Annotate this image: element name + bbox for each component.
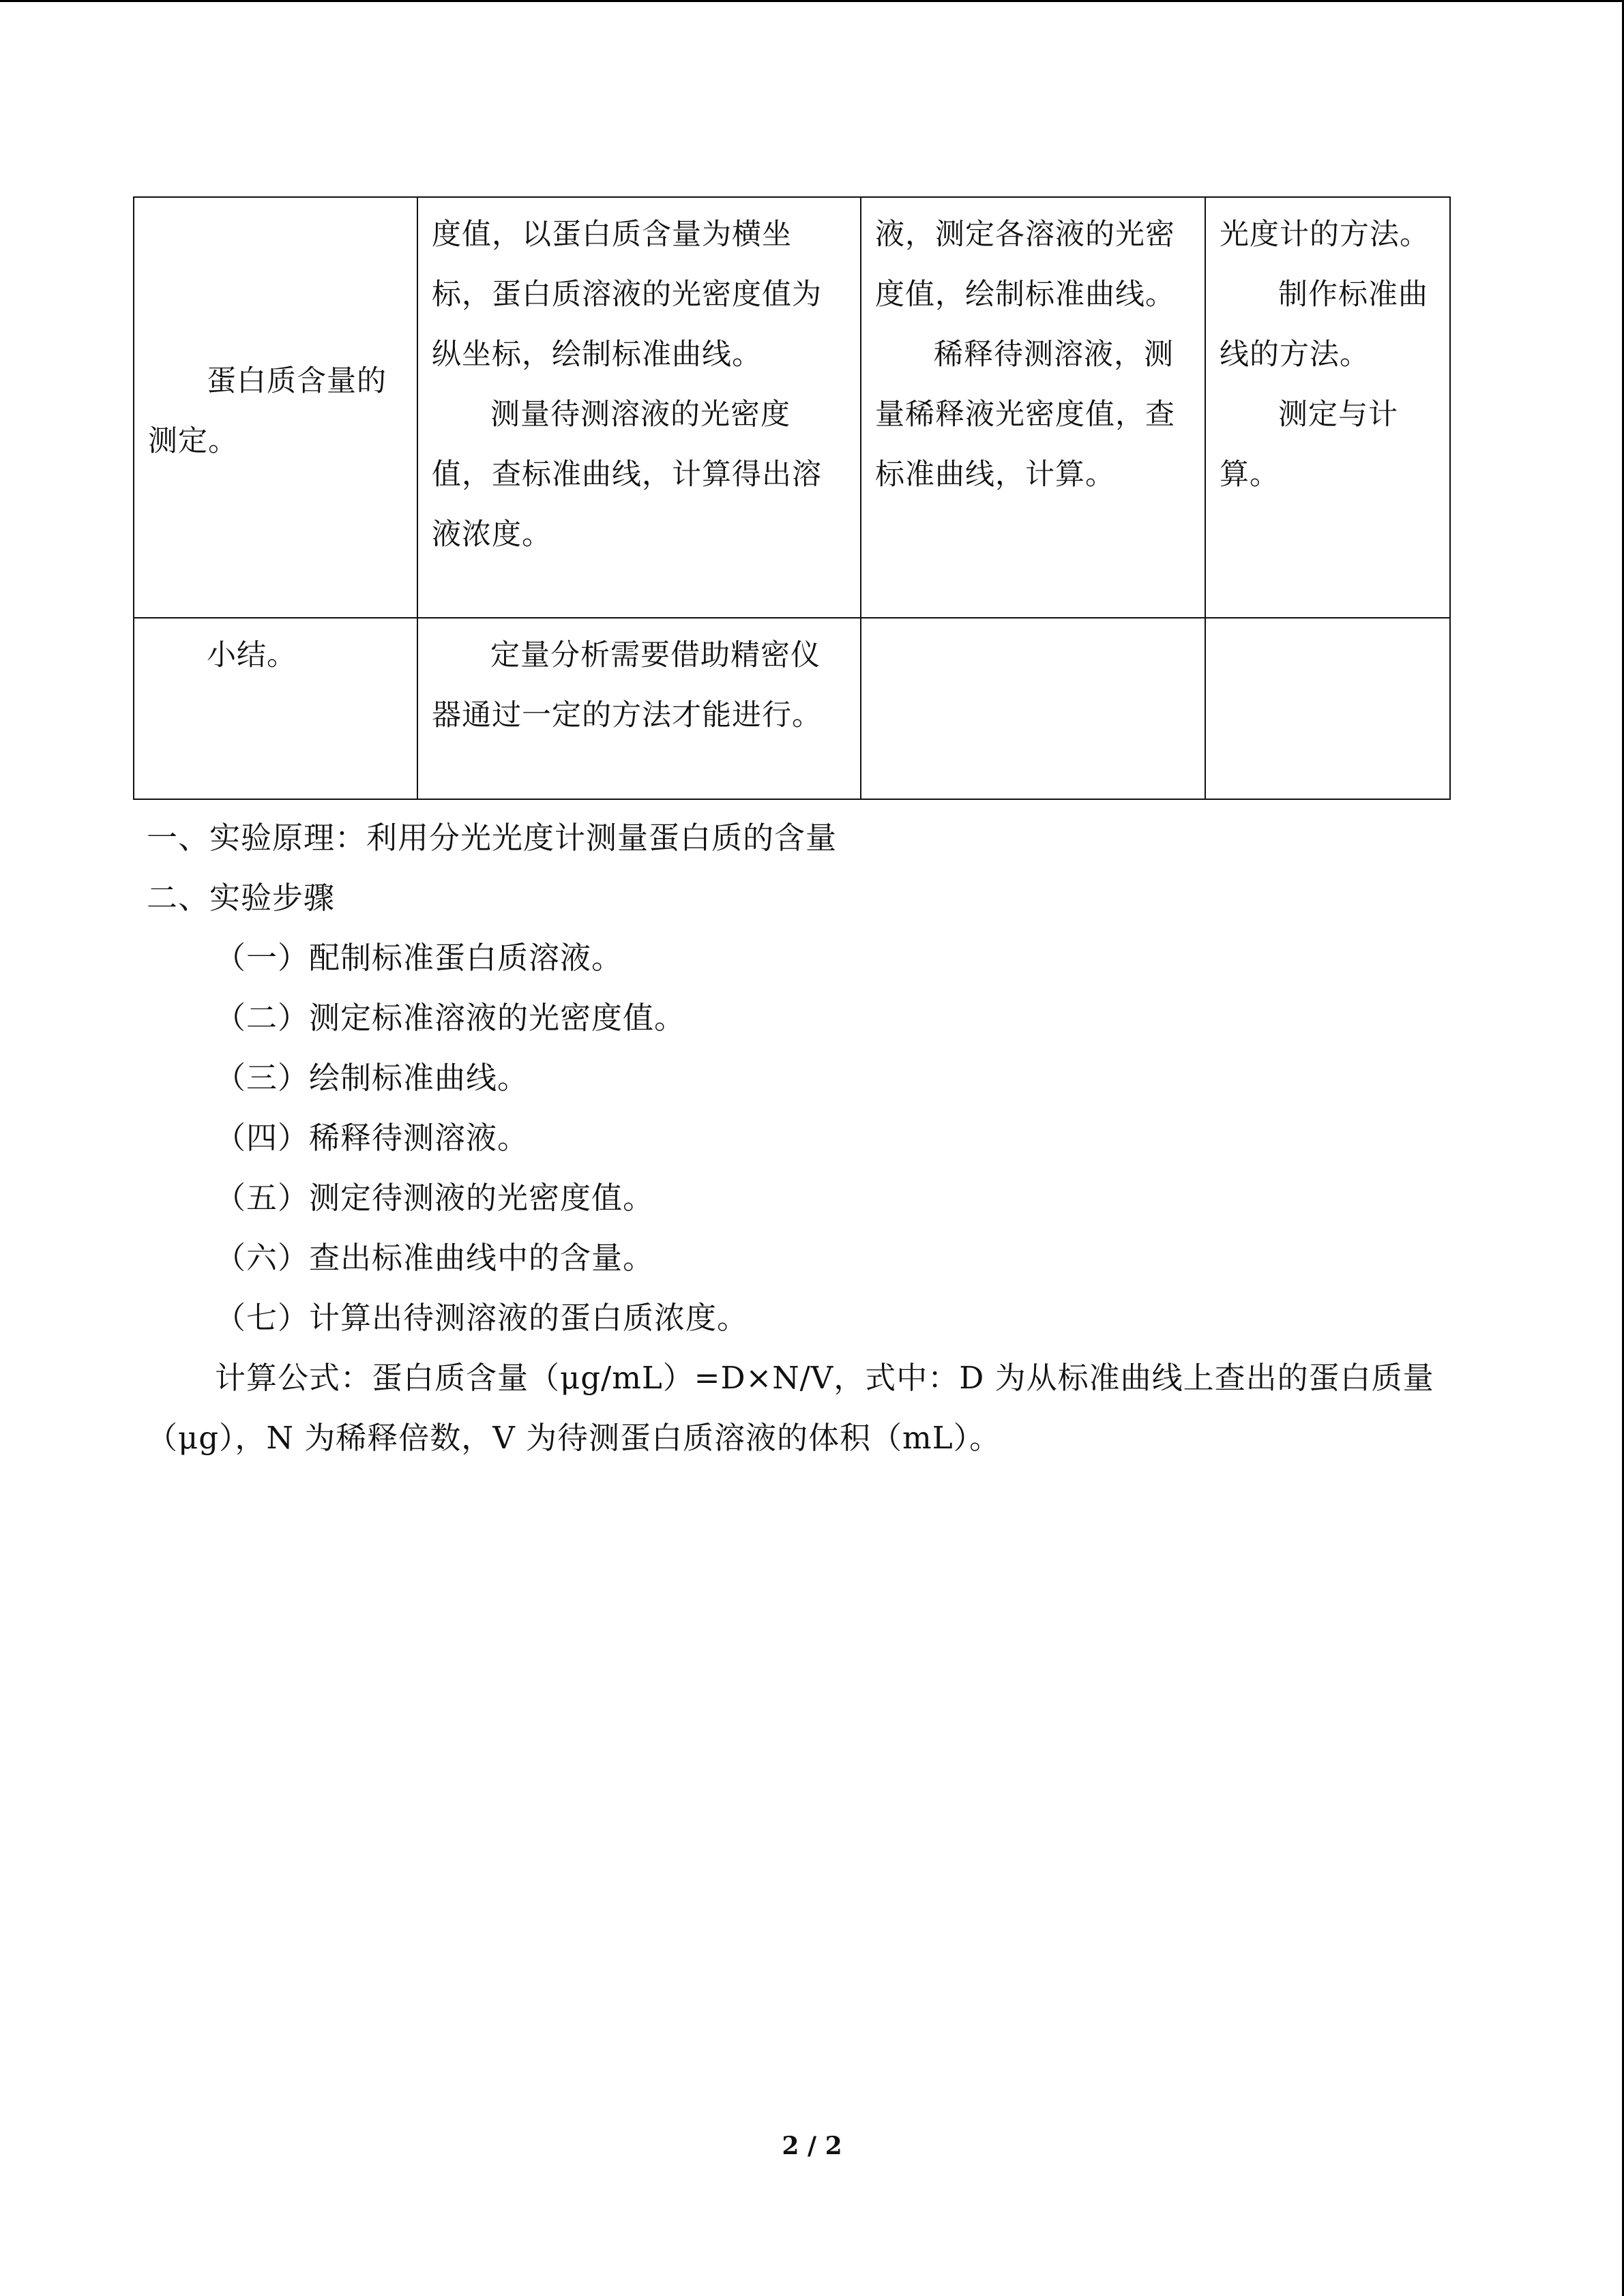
cell-paragraph: 定量分析需要借助精密仪器通过一定的方法才能进行。 [432, 638, 822, 732]
cell-paragraph: 光度计的方法。 [1220, 218, 1430, 252]
table-cell-content [417, 618, 861, 799]
cell-paragraph: 液，测定各溶液的光密度值，绘制标准曲线。 [875, 218, 1175, 312]
steps-heading: 二、实验步骤 [147, 880, 336, 916]
table-cell-activity [861, 618, 1205, 799]
step-item: （二）测定标准溶液的光密度值。 [215, 1000, 686, 1036]
cell-paragraph: 测量待测溶液的光密度值，查标准曲线，计算得出溶液浓度。 [432, 398, 822, 552]
step-item: （六）查出标准曲线中的含量。 [215, 1240, 655, 1276]
step-item: （五）测定待测液的光密度值。 [215, 1180, 655, 1216]
page-border-top [0, 0, 1624, 2]
formula-paragraph: 计算公式：蛋白质含量（μg/mL）=D×N/V，式中：D 为从标准曲线上查出的蛋白质量（μg），N 为稀释倍数，V 为待测蛋白质溶液的体积（mL）。 [147, 1360, 1434, 1456]
step-item: （三）绘制标准曲线。 [215, 1060, 529, 1096]
table-cell-topic [134, 197, 417, 618]
document-body [147, 808, 1463, 1468]
cell-paragraph: 蛋白质含量的测定。 [148, 363, 387, 458]
cell-paragraph: 稀释待测溶液，测量稀释液光密度值，查标准曲线，计算。 [875, 338, 1175, 492]
principle-heading: 一、实验原理：利用分光光度计测量蛋白质的含量 [147, 820, 838, 856]
cell-paragraph: 制作标准曲线的方法。 [1220, 278, 1428, 372]
page-number: 2 / 2 [782, 2132, 842, 2160]
table-row [134, 197, 1450, 618]
cell-paragraph: 测定与计算。 [1220, 398, 1398, 492]
step-item: （四）稀释待测溶液。 [215, 1120, 529, 1156]
table-row [134, 618, 1450, 799]
table-cell-goal [1205, 618, 1450, 799]
table-cell-topic [134, 618, 417, 799]
step-item: （七）计算出待测溶液的蛋白质浓度。 [215, 1300, 749, 1336]
table-cell-content [417, 197, 861, 618]
step-item: （一）配制标准蛋白质溶液。 [215, 940, 623, 976]
table-cell-activity [861, 197, 1205, 618]
cell-paragraph: 度值，以蛋白质含量为横坐标，蛋白质溶液的光密度值为纵坐标，绘制标准曲线。 [432, 218, 822, 372]
table-cell-goal [1205, 197, 1450, 618]
lesson-plan-table [133, 196, 1451, 800]
cell-paragraph: 小结。 [207, 638, 297, 672]
